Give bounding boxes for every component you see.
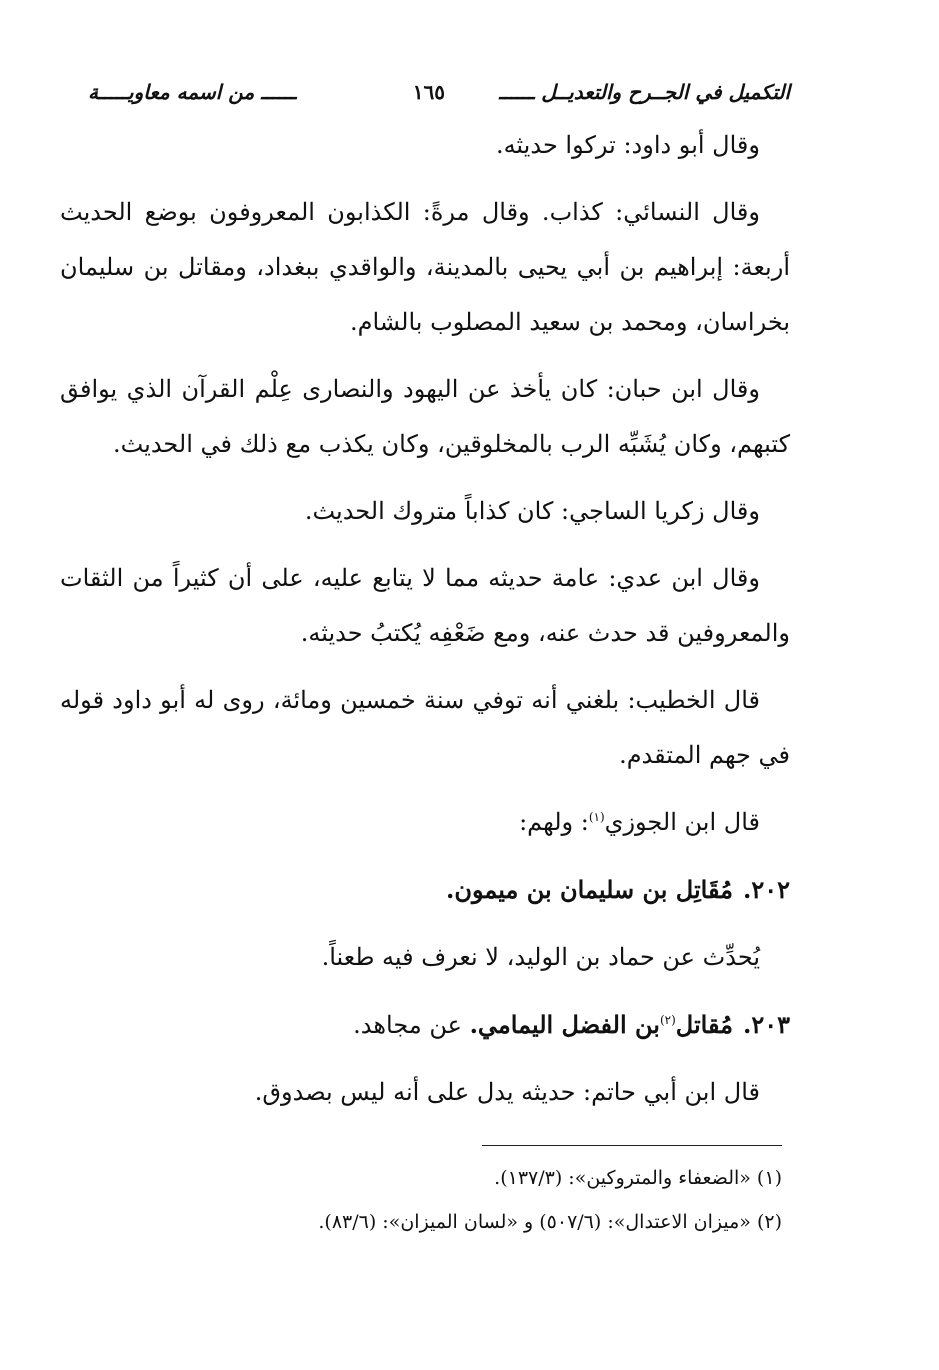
book-page bbox=[60, 70, 790, 1244]
footnote-ref: (١) bbox=[588, 810, 605, 824]
entry-heading bbox=[60, 997, 790, 1053]
entry-name: مُقَاتِل بن سليمان بن ميمون. bbox=[446, 875, 733, 904]
entry-number: ٢٠٣. bbox=[742, 1010, 790, 1039]
entry-source: عن مجاهد. bbox=[353, 1011, 470, 1039]
entry-name: مُقاتل bbox=[675, 1010, 733, 1039]
running-header bbox=[60, 70, 790, 118]
entry-description: قال ابن أبي حاتم: حديثه يدل على أنه ليس بصدوق. bbox=[254, 1078, 760, 1106]
paragraph: قال الخطيب: بلغني أنه توفي سنة خمسين ومائة، روى له أبو داود قوله في جهم المتقدم. bbox=[60, 686, 790, 769]
paragraph: وقال ابن حبان: كان يأخذ عن اليهود والنصارى عِلْم القرآن الذي يوافق كتبهم، وكان يُشَبِّه الرب بالمخلوقين، وكان يكذب مع ذلك في الحديث. bbox=[60, 375, 790, 458]
footnote: (٢) «ميزان الاعتدال»: (٥٠٧/٦) و «لسان الميزان»: (٨٣/٦). bbox=[318, 1211, 782, 1233]
header-book-title: التكميل في الجــرح والتعديــل ــــــ bbox=[499, 80, 790, 104]
entry-name-rest: بن الفضل اليمامي. bbox=[469, 1010, 660, 1039]
header-section: ــــــ من اسمه معاويـــــة bbox=[88, 80, 297, 104]
ibn-jawzi-tail: : ولهم: bbox=[519, 808, 589, 836]
entry-heading bbox=[60, 862, 790, 918]
footnote-ref: (٢) bbox=[659, 1013, 676, 1027]
entry-number: ٢٠٢. bbox=[742, 875, 790, 904]
page-number: ١٦٥ bbox=[412, 80, 445, 104]
paragraph: وقال زكريا الساجي: كان كذاباً متروك الحديث. bbox=[304, 497, 760, 525]
entry-description: يُحدِّث عن حماد بن الوليد، لا نعرف فيه طعناً. bbox=[321, 943, 760, 971]
paragraph: وقال ابن عدي: عامة حديثه مما لا يتابع عليه، على أن كثيراً من الثقات والمعروفين قد حدث عنه، ومع ضَعْفِه يُكتبُ حديثه. bbox=[60, 564, 790, 647]
ibn-jawzi-line bbox=[60, 795, 790, 850]
footnote: (١) «الضعفاء والمتروكين»: (١٣٧/٣). bbox=[494, 1167, 782, 1189]
paragraph: وقال أبو داود: تركوا حديثه. bbox=[495, 131, 760, 159]
paragraph: وقال النسائي: كذاب. وقال مرةً: الكذابون المعروفون بوضع الحديث أربعة: إبراهيم بن أبي يحيى بالمدينة، والواقدي ببغداد، ومقاتل بن سليمان بخراسان، ومحمد بن سعيد المصلوب بالشام. bbox=[60, 198, 790, 336]
footnote-divider bbox=[482, 1145, 782, 1146]
main-text bbox=[60, 118, 790, 1120]
footnotes bbox=[60, 1156, 782, 1244]
ibn-jawzi-text: قال ابن الجوزي bbox=[604, 808, 760, 836]
